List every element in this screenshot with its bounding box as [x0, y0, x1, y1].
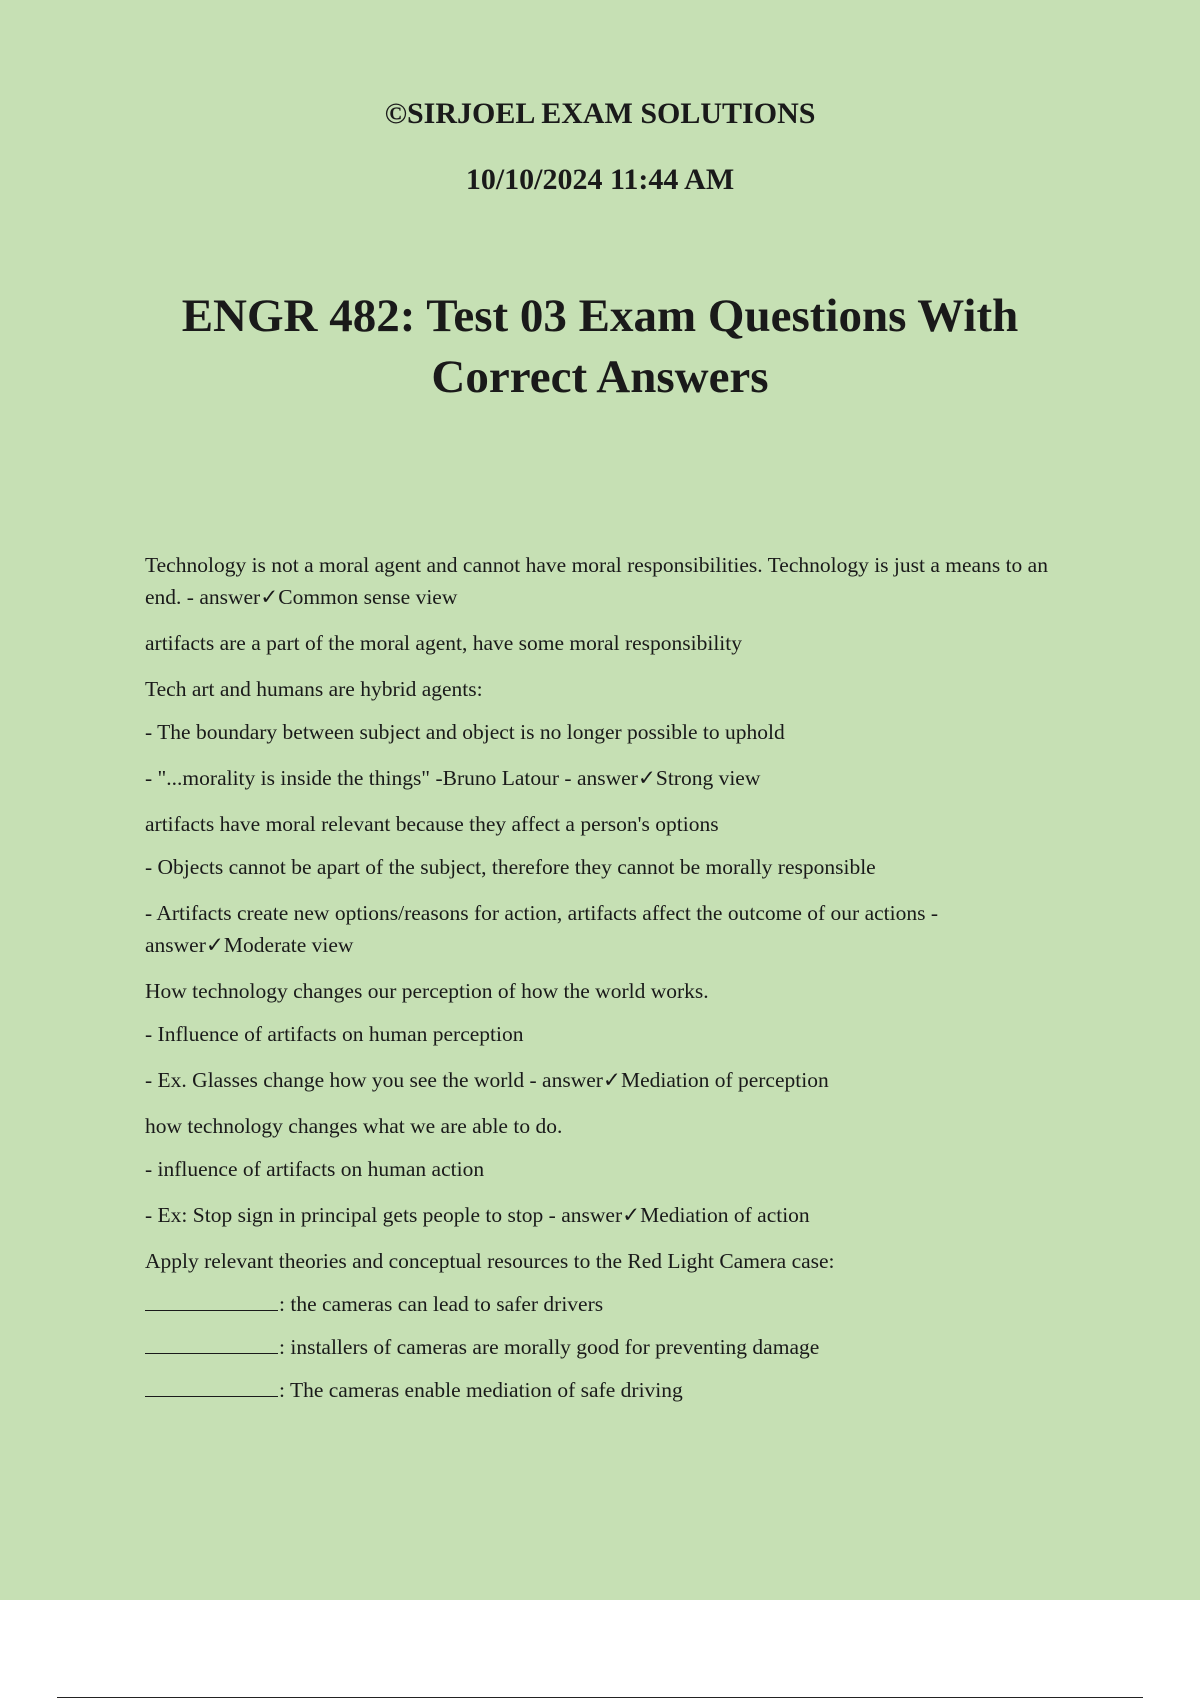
- qa-line: - influence of artifacts on human action: [145, 1157, 485, 1181]
- qa-line: artifacts have moral relevant because they affect a person's options: [145, 812, 719, 836]
- qa-line: Technology is not a moral agent and cannot have moral responsibilities. Technology is just a means to an end. - answer✓Common sense view: [145, 553, 1048, 609]
- document-title: ENGR 482: Test 03 Exam Questions With Correct Answers: [181, 290, 1019, 403]
- fill-in-text: : The cameras enable mediation of safe driving: [279, 1378, 683, 1402]
- answer-blank: [145, 1376, 278, 1397]
- qa-line: How technology changes our perception of how the world works.: [145, 979, 709, 1003]
- answer-blank: [145, 1290, 278, 1311]
- qa-line: - Objects cannot be apart of the subject, therefore they cannot be morally responsible: [145, 855, 876, 879]
- fill-in-line: [145, 1331, 1065, 1363]
- answer-blank: [145, 1333, 278, 1354]
- date-time-stamp: 10/10/2024 11:44 AM: [465, 163, 735, 196]
- fill-in-line: [145, 1374, 1065, 1406]
- qa-line: Tech art and humans are hybrid agents:: [145, 677, 483, 701]
- fill-in-line: [145, 1288, 1065, 1320]
- qa-line: - Influence of artifacts on human perception: [145, 1022, 524, 1046]
- brand-header: ©SIRJOEL EXAM SOLUTIONS: [384, 97, 816, 130]
- footer-divider: [57, 1697, 1143, 1698]
- fill-in-text: : installers of cameras are morally good for preventing damage: [279, 1335, 820, 1359]
- qa-line: Apply relevant theories and conceptual resources to the Red Light Camera case:: [145, 1249, 835, 1273]
- qa-line: - Ex: Stop sign in principal gets people to stop - answer✓Mediation of action: [145, 1203, 810, 1227]
- qa-line: - The boundary between subject and object is no longer possible to uphold: [145, 720, 785, 744]
- qa-line: - "...morality is inside the things" -Bruno Latour - answer✓Strong view: [145, 766, 761, 790]
- qa-list: [145, 549, 1065, 1417]
- qa-line: how technology changes what we are able to do.: [145, 1114, 563, 1138]
- fill-in-text: : the cameras can lead to safer drivers: [279, 1292, 604, 1316]
- qa-line: - Ex. Glasses change how you see the world - answer✓Mediation of perception: [145, 1068, 829, 1092]
- qa-line: artifacts are a part of the moral agent, have some moral responsibility: [145, 631, 743, 655]
- qa-line: - Artifacts create new options/reasons for action, artifacts affect the outcome of our actions - answer✓Moderate view: [145, 901, 939, 957]
